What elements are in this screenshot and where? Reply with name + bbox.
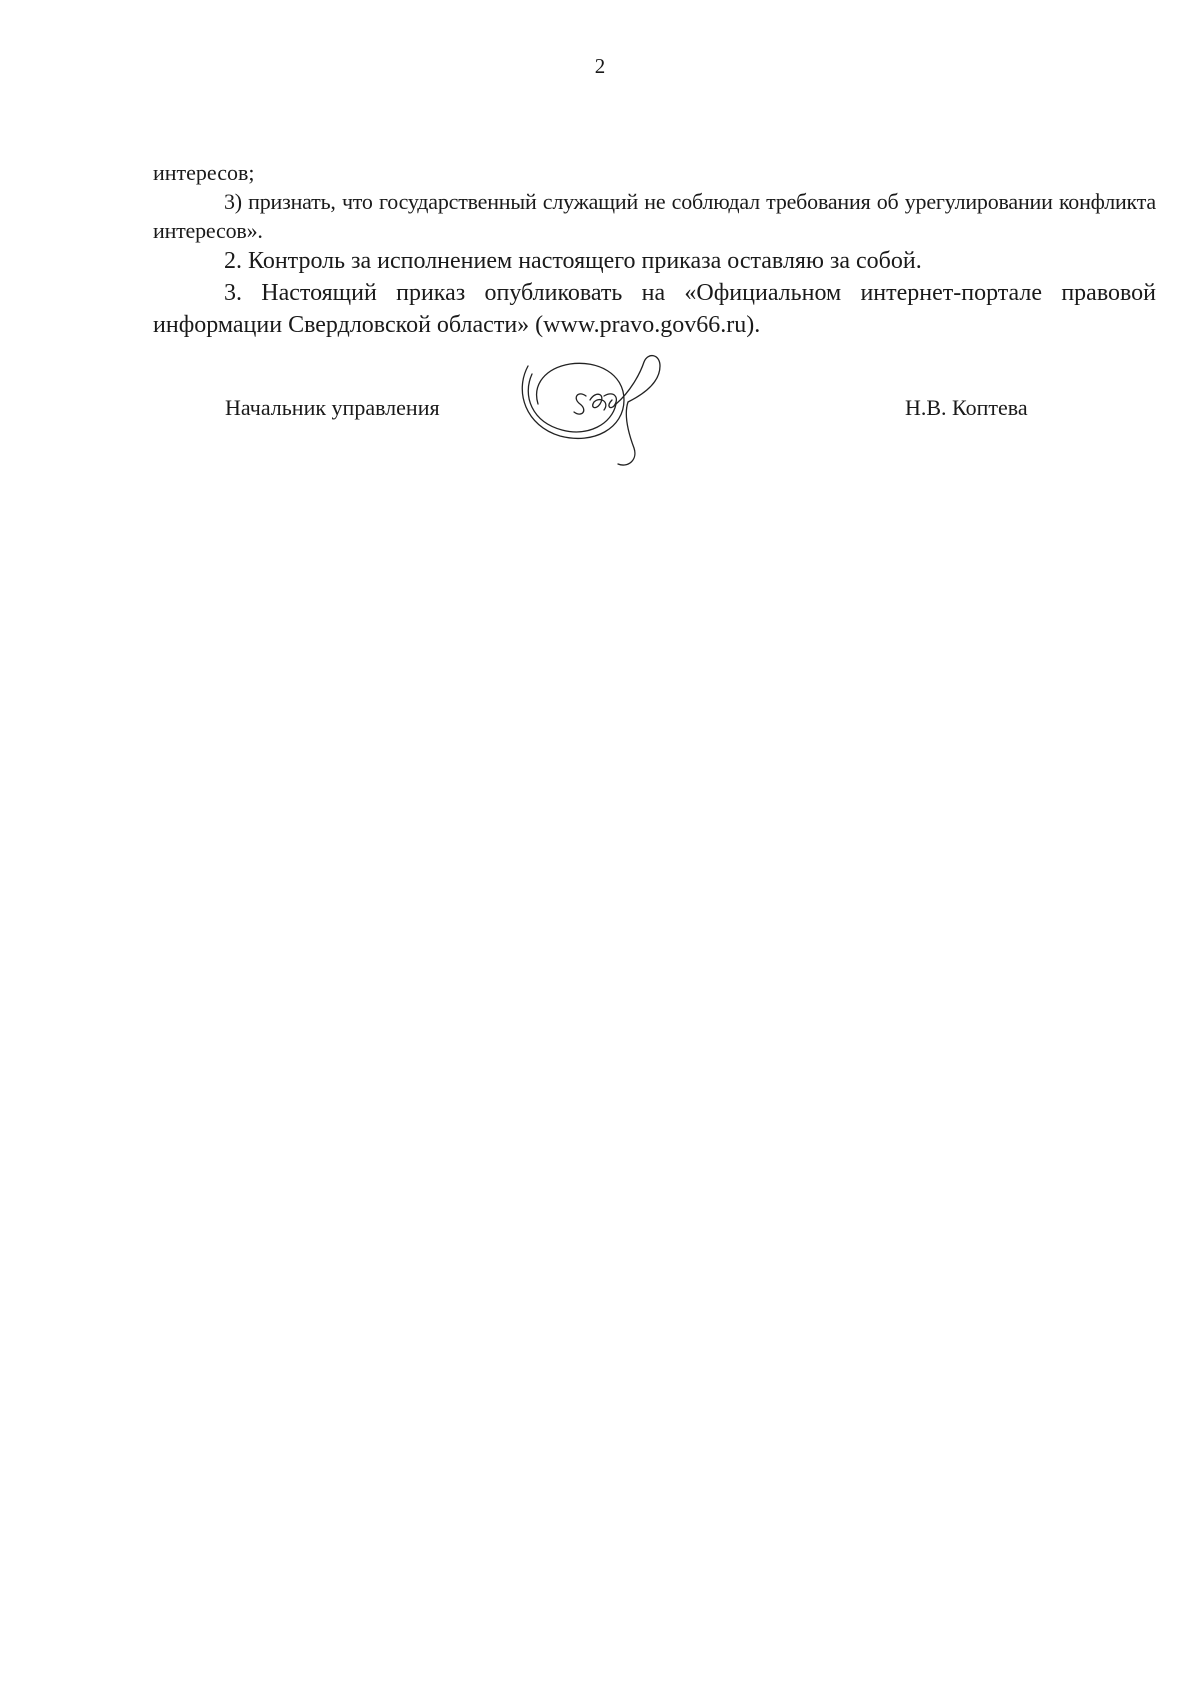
paragraph-control: 2. Контроль за исполнением настоящего приказа оставляю за собой.: [224, 248, 922, 274]
signatory-name: Н.В. Коптева: [905, 395, 1028, 420]
paragraph-publish: 3. Настоящий приказ опубликовать на «Официальном интернет-портале правовой информации Свердловской области» (www.pravo.gov66.ru).: [153, 280, 1156, 338]
paragraph-item-3: 3) признать, что государственный служащий не соблюдал требования об урегулировании конфликта интересов».: [153, 189, 1156, 243]
page-number: 2: [594, 54, 606, 78]
signatory-title: Начальник управления: [225, 395, 440, 420]
handwritten-signature: [520, 352, 700, 472]
paragraph-continuation: интересов;: [153, 160, 255, 185]
